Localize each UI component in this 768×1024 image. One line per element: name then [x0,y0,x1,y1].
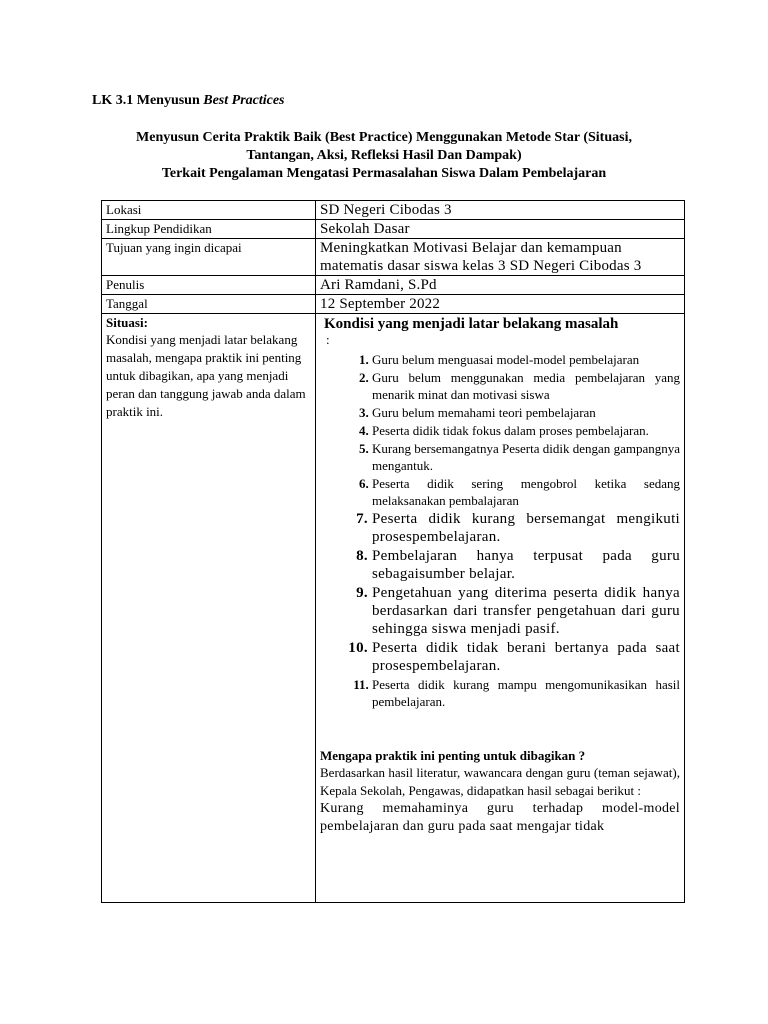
situasi-description: Kondisi yang menjadi latar belakang masalah, mengapa praktik ini penting untuk dibagikan, apa yang menjadi peran dan tanggung jawab anda dalam praktik ini. [106,332,306,419]
label-tanggal: Tanggal [102,295,316,314]
document-title [90,129,678,183]
list-item: 10. Peserta didik tidak berani bertanya pada saat prosespembelajaran. [372,639,680,675]
situasi-content-cell [316,314,685,903]
list-item: 5. Kurang bersemangatnya Peserta didik dengan gampangnya mengantuk. [372,440,680,474]
row-lokasi [102,201,685,220]
row-lingkup [102,220,685,239]
mengapa-heading: Mengapa praktik ini penting untuk dibagikan ? [320,748,586,763]
row-tujuan [102,239,685,276]
label-tujuan: Tujuan yang ingin dicapai [102,239,316,276]
list-item: 7. Peserta didik kurang bersemangat mengikuti prosespembelajaran. [372,510,680,546]
value-penulis: Ari Ramdani, S.Pd [316,276,685,295]
worksheet-label [92,93,285,109]
row-situasi [102,314,685,903]
situasi-title: Situasi: [106,315,148,330]
mengapa-paragraph-2: Kurang memahaminya guru terhadap model-model pembelajaran dan guru pada saat mengajar tidak [320,801,680,834]
list-item: 6. Peserta didik sering mengobrol ketika sedang melaksanakan pembalajaran [372,475,680,509]
value-lingkup: Sekolah Dasar [316,220,685,239]
label-lokasi: Lokasi [102,201,316,220]
worksheet-label-italic: Best Practices [203,93,285,108]
kondisi-colon: : [326,332,330,347]
value-tujuan: Meningkatkan Motivasi Belajar dan kemampuan matematis dasar siswa kelas 3 SD Negeri Cibodas 3 [316,239,685,276]
row-penulis [102,276,685,295]
worksheet-label-prefix: LK 3.1 Menyusun [92,93,204,108]
title-line-3: Terkait Pengalaman Mengatasi Permasalahan Siswa Dalam Pembelajaran [161,166,607,181]
list-item: 1. Guru belum menguasai model-model pembelajaran [372,351,680,368]
value-tanggal: 12 September 2022 [316,295,685,314]
title-line-2: Tantangan, Aksi, Refleksi Hasil Dan Dampak) [246,148,522,163]
row-tanggal [102,295,685,314]
list-item: 2. Guru belum menggunakan media pembelajaran yang menarik minat dan motivasi siswa [372,369,680,403]
best-practice-table [101,200,685,903]
kondisi-heading: Kondisi yang menjadi latar belakang masalah [324,316,619,332]
list-item: 9. Pengetahuan yang diterima peserta didik hanya berdasarkan dari transfer pengetahuan dari guru sehingga siswa menjadi pasif. [372,584,680,638]
label-lingkup: Lingkup Pendidikan [102,220,316,239]
mengapa-paragraph-1: Berdasarkan hasil literatur, wawancara dengan guru (teman sejawat), Kepala Sekolah, Pengawas, didapatkan hasil sebagai berikut : [320,765,680,798]
list-item: 3. Guru belum memahami teori pembelajaran [372,404,680,421]
value-lokasi: SD Negeri Cibodas 3 [316,201,685,220]
list-item: 4. Peserta didik tidak fokus dalam proses pembelajaran. [372,422,680,439]
label-penulis: Penulis [102,276,316,295]
kondisi-list [320,351,680,710]
situasi-label-cell [102,314,316,903]
list-item: 8. Pembelajaran hanya terpusat pada guru sebagaisumber belajar. [372,547,680,583]
title-line-1: Menyusun Cerita Praktik Baik (Best Practice) Menggunakan Metode Star (Situasi, [136,130,632,145]
list-item: 11. Peserta didik kurang mampu mengomunikasikan hasil pembelajaran. [372,676,680,710]
